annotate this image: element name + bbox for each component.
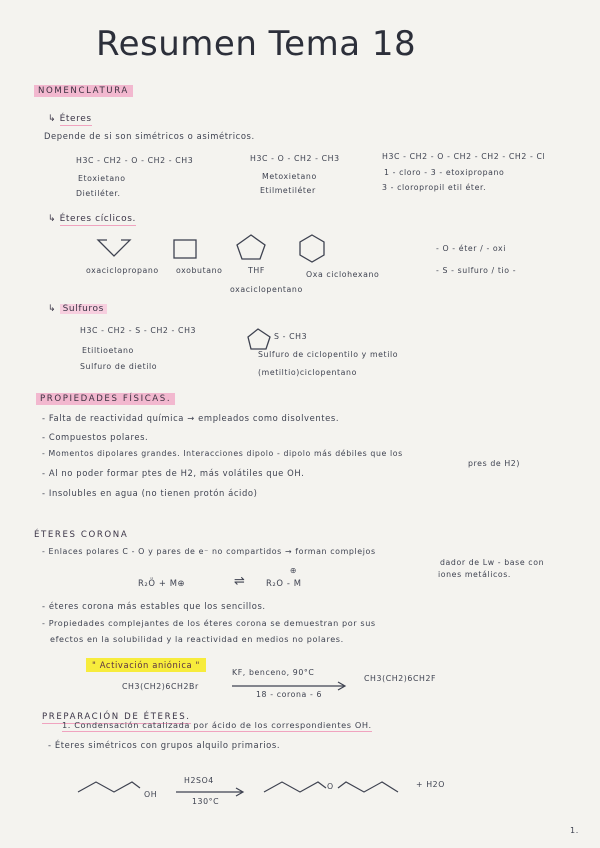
alcohol-skeletal-icon [76, 776, 146, 800]
rxn-water: + H2O [416, 780, 445, 789]
rxn-temperature: 130°C [192, 797, 220, 806]
activacion-conditions-top: KF, benceno, 90°C [232, 668, 315, 677]
example3-name2: 3 - cloropropil etil éter. [382, 183, 487, 192]
activacion-anionica-label: " Activación aniónica " [86, 660, 206, 670]
corona-equation-charge: ⊕ [290, 566, 298, 575]
corona-point-3-cont: efectos en la solubilidad y la reactividad en medios no polares. [50, 634, 344, 644]
page-title: Resumen Tema 18 [96, 24, 417, 64]
sulfide-name1: Etiltioetano [82, 346, 134, 355]
activacion-reactant: CH3(CH2)6CH2Br [122, 682, 199, 691]
eteres-description: Depende de si son simétricos o asimétricos. [44, 131, 255, 141]
cyclopentyl-substituent: S - CH3 [274, 332, 308, 341]
corona-equation-right: R₂O - M [266, 578, 302, 588]
ring3-name: THF [248, 266, 265, 275]
example3-formula: H3C - CH2 - O - CH2 - CH2 - CH2 - Cl [382, 152, 546, 161]
corona-point-2: - éteres corona más estables que los sencillos. [42, 601, 266, 611]
preparacion-method-1-note: - Éteres simétricos con grupos alquilo primarios. [48, 740, 281, 750]
corona-point-3: - Propiedades complejantes de los éteres corona se demuestran por sus [42, 618, 376, 628]
corona-point-1: - Enlaces polares C - O y pares de e⁻ no compartidos → forman complejos [42, 547, 376, 556]
oxane-ring-icon [296, 232, 328, 264]
propiedad-3: - Momentos dipolares grandes. Interacciones dipolo - dipolo más débiles que los [42, 449, 403, 458]
activacion-conditions-bottom: 18 - corona - 6 [256, 690, 323, 699]
example3-name1: 1 - cloro - 3 - etoxipropano [384, 168, 505, 177]
section-heading-corona: ÉTERES CORONA [34, 530, 129, 540]
example1-name1: Etoxietano [78, 174, 126, 183]
sulfuros-label: ↳ Sulfuros [48, 304, 107, 314]
section-heading-preparacion: PREPARACIÓN DE ÉTERES. [42, 712, 191, 722]
rxn-catalyst: H2SO4 [184, 776, 214, 785]
ring3-alt-name: oxaciclopentano [230, 285, 303, 294]
propiedad-3-continuation: pres de H2) [468, 459, 521, 468]
propiedad-2: - Compuestos polares. [42, 432, 149, 442]
ring1-name: oxaciclopropano [86, 266, 159, 275]
example2-formula: H3C - O - CH2 - CH3 [250, 154, 340, 163]
ether-oxygen-label: O [327, 782, 334, 791]
sulfide-name2: Sulfuro de dietilo [80, 362, 158, 371]
preparacion-method-1: 1. Condensación catalizada por ácido de los correspondientes OH. [62, 720, 372, 730]
cyclopentyl-ring-icon [246, 326, 274, 352]
example1-name2: Dietiléter. [76, 189, 121, 198]
section-heading-nomenclatura: NOMENCLATURA [34, 86, 133, 96]
alcohol-oh-label: OH [144, 790, 158, 799]
oxirane-ring-icon [94, 236, 134, 260]
example1-formula: H3C - CH2 - O - CH2 - CH3 [76, 156, 194, 165]
activacion-product: CH3(CH2)6CH2F [364, 674, 437, 683]
ring4-name: Oxa ciclohexano [306, 270, 380, 279]
corona-equilibrium-arrow: ⇌ [234, 574, 246, 589]
oxetane-ring-icon [170, 236, 200, 262]
eteres-label: ↳ Éteres [48, 114, 92, 124]
section-heading-propiedades: PROPIEDADES FÍSICAS. [36, 394, 175, 404]
cyclopentyl-name1: Sulfuro de ciclopentilo y metilo [258, 350, 399, 359]
naming-key-sulfide: - S - sulfuro / tio - [436, 266, 517, 275]
eteres-ciclicos-label: ↳ Éteres cíclicos. [48, 214, 136, 224]
propiedad-5: - Insolubles en agua (no tienen protón ácido) [42, 488, 258, 498]
corona-point-1-cont2: iones metálicos. [438, 570, 511, 579]
corona-equation-left: R₂Ö + M⊕ [138, 578, 186, 588]
ring2-name: oxobutano [176, 266, 223, 275]
page-number: 1. [570, 826, 579, 835]
example2-name1: Metoxietano [262, 172, 317, 181]
cyclopentyl-name2: (metiltio)ciclopentano [258, 368, 357, 377]
naming-key-ether: - O - éter / - oxi [436, 244, 507, 253]
sulfide-formula: H3C - CH2 - S - CH2 - CH3 [80, 326, 197, 335]
example2-name2: Etilmetiléter [260, 186, 316, 195]
corona-point-1-cont1: dador de Lw - base con [440, 558, 545, 567]
propiedad-4: - Al no poder formar ptes de H2, más volátiles que OH. [42, 468, 305, 478]
thf-ring-icon [234, 232, 268, 262]
propiedad-1: - Falta de reactividad química → empleados como disolventes. [42, 413, 340, 423]
